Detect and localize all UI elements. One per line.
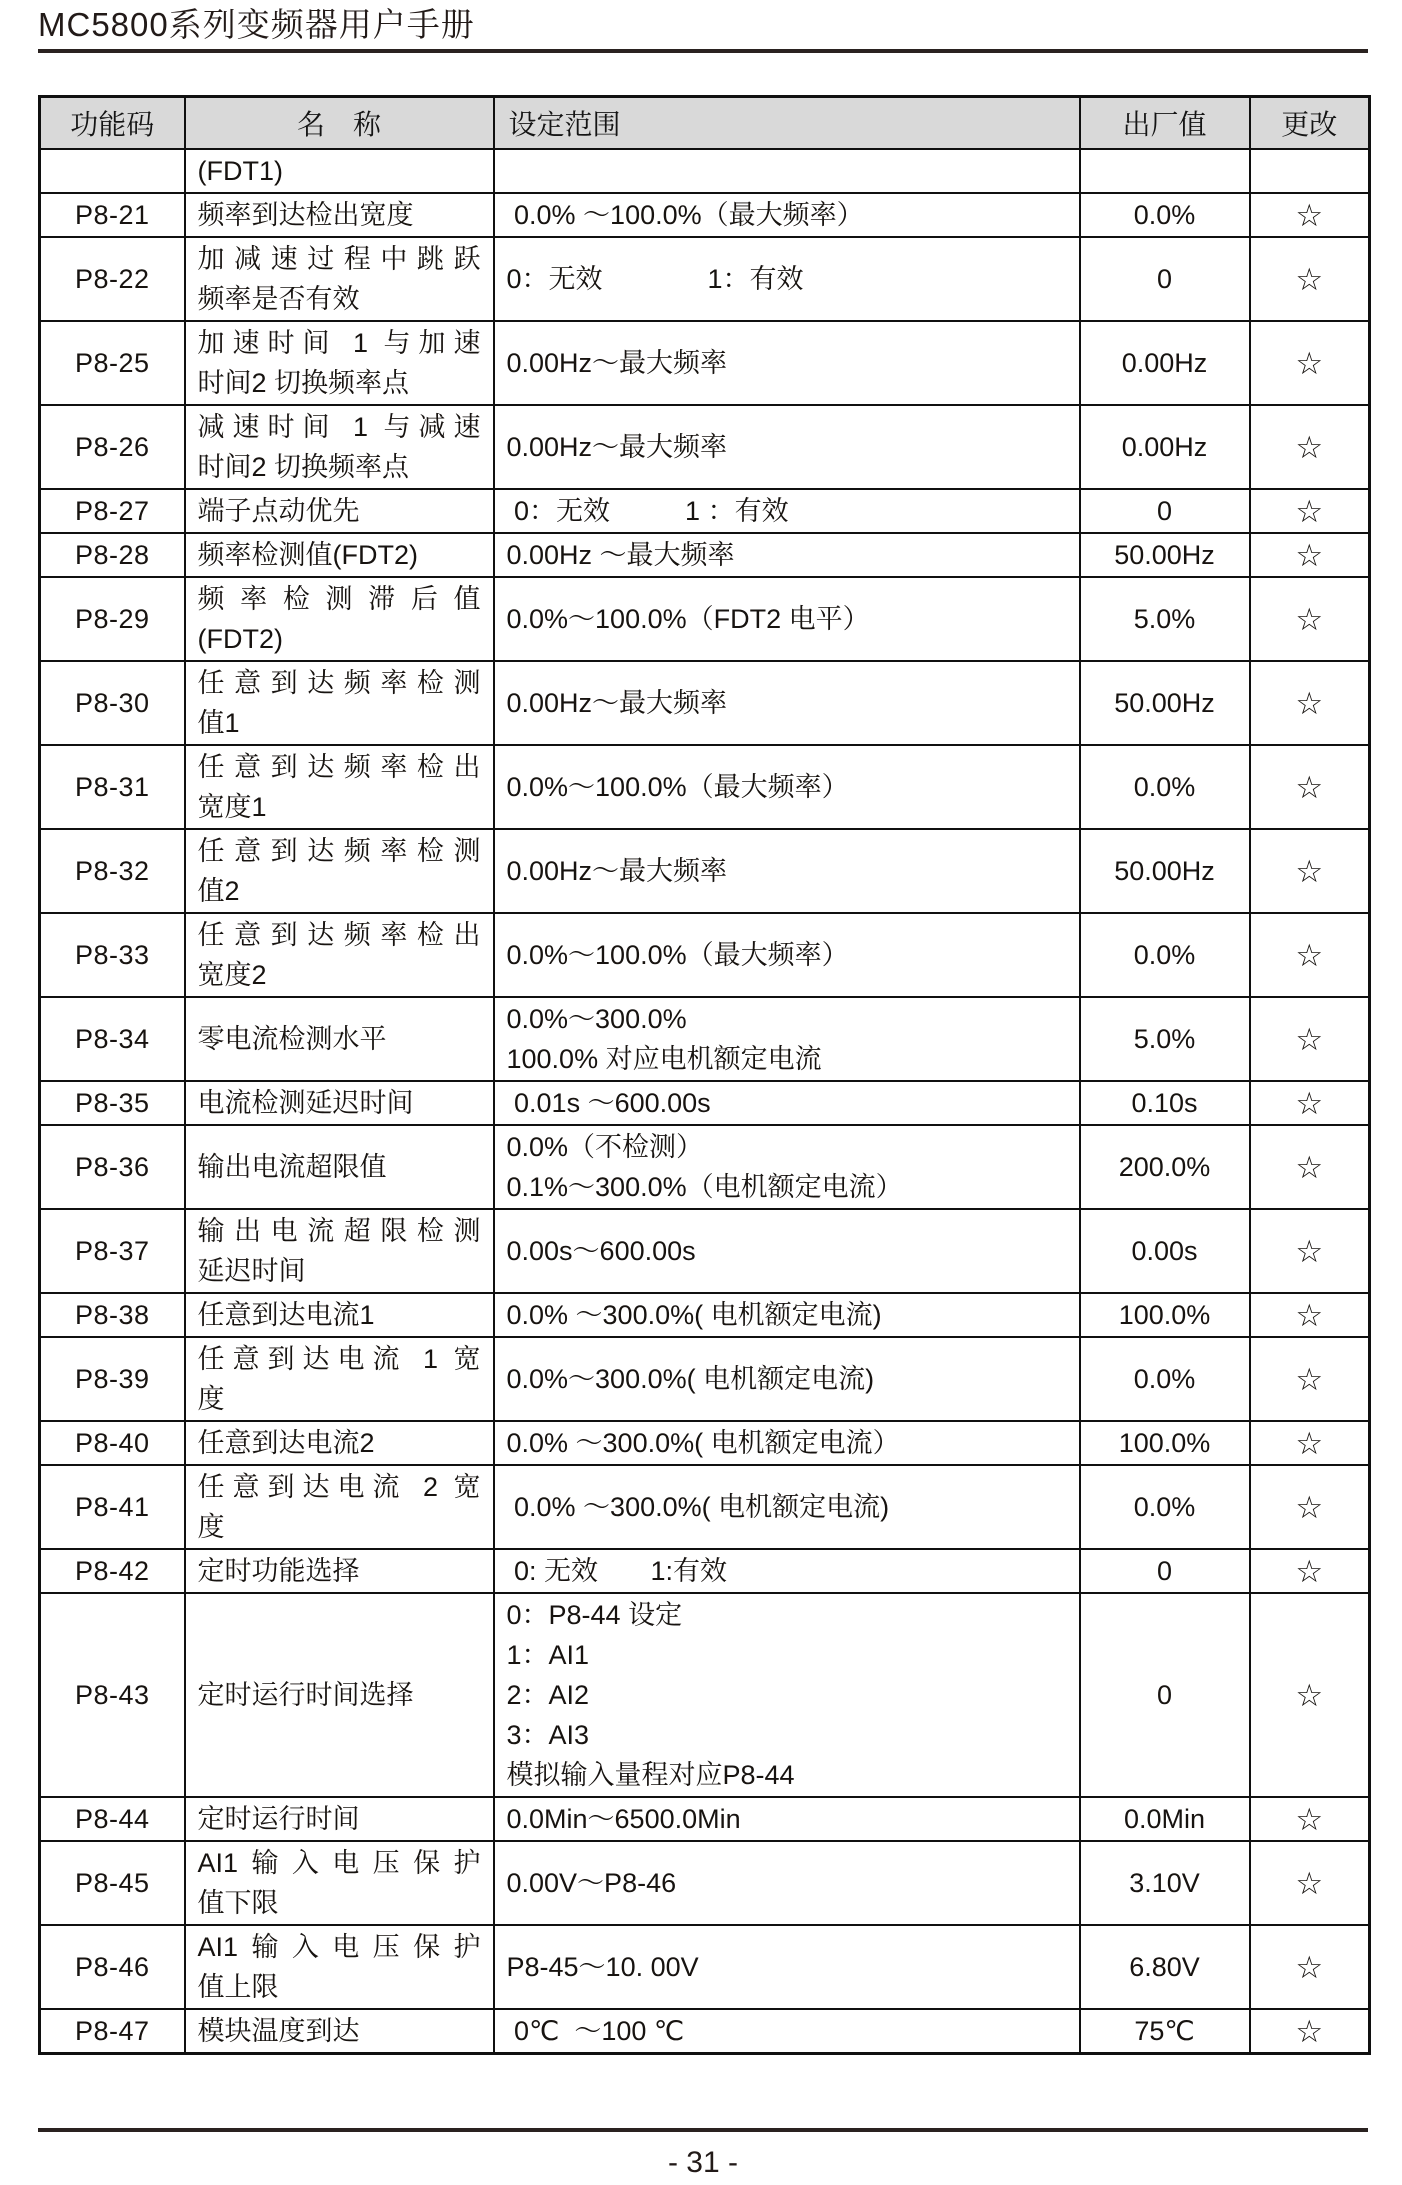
range-line: 100.0% 对应电机额定电流 [506, 1044, 822, 1074]
name-line: 任意到达频率检出 [197, 752, 481, 782]
cell-function-code: P8-42 [40, 1549, 185, 1593]
cell-name [185, 1337, 494, 1421]
cell-change [1250, 1465, 1370, 1549]
cell-factory-value [1080, 149, 1250, 193]
cell-function-code: P8-30 [40, 661, 185, 745]
cell-change [1250, 1925, 1370, 2009]
star-icon: ☆ [1295, 1554, 1324, 1589]
cell-setting-range [494, 745, 1080, 829]
cell-name [185, 1465, 494, 1549]
range-line: 0.01s ～600.00s [506, 1088, 711, 1118]
cell-setting-range [494, 577, 1080, 661]
name-line: (FDT1) [197, 156, 283, 186]
cell-name [185, 533, 494, 577]
cell-setting-range [494, 1209, 1080, 1293]
cell-change [1250, 321, 1370, 405]
cell-factory-value: 0 [1080, 1549, 1250, 1593]
cell-factory-value: 0.0Min [1080, 1797, 1250, 1841]
cell-function-code: P8-47 [40, 2009, 185, 2054]
star-icon: ☆ [1295, 346, 1324, 381]
table-row [40, 1465, 1370, 1549]
star-icon: ☆ [1295, 854, 1324, 889]
range-line: 0.0Min～6500.0Min [506, 1804, 741, 1834]
cell-function-code: P8-28 [40, 533, 185, 577]
table-row [40, 829, 1370, 913]
cell-setting-range [494, 661, 1080, 745]
star-icon: ☆ [1295, 1866, 1324, 1901]
range-line: 0.0%～100.0%（FDT2 电平） [506, 604, 870, 634]
cell-factory-value: 0.00s [1080, 1209, 1250, 1293]
cell-factory-value: 0.0% [1080, 193, 1250, 237]
header-change: 更改 [1250, 97, 1370, 150]
name-line: 任意到达频率检出 [197, 920, 481, 950]
cell-name [185, 193, 494, 237]
star-icon: ☆ [1295, 938, 1324, 973]
star-icon: ☆ [1295, 430, 1324, 465]
page-footer [38, 2128, 1368, 2180]
header-factory-value: 出厂值 [1080, 97, 1250, 150]
cell-function-code: P8-31 [40, 745, 185, 829]
cell-name [185, 321, 494, 405]
range-line: 0.00Hz～最大频率 [506, 856, 728, 886]
star-icon: ☆ [1295, 686, 1324, 721]
cell-setting-range [494, 193, 1080, 237]
table-row [40, 745, 1370, 829]
cell-function-code: P8-44 [40, 1797, 185, 1841]
cell-name [185, 829, 494, 913]
cell-change [1250, 913, 1370, 997]
star-icon: ☆ [1295, 1022, 1324, 1057]
cell-setting-range [494, 533, 1080, 577]
cell-function-code: P8-22 [40, 237, 185, 321]
cell-name [185, 405, 494, 489]
cell-setting-range [494, 1465, 1080, 1549]
cell-name [185, 1797, 494, 1841]
header-setting-range: 设定范围 [494, 97, 1080, 150]
table-row [40, 1125, 1370, 1209]
star-icon: ☆ [1295, 494, 1324, 529]
cell-name [185, 1125, 494, 1209]
cell-factory-value: 0 [1080, 1593, 1250, 1797]
cell-factory-value: 3.10V [1080, 1841, 1250, 1925]
range-line: 0：P8-44 设定 [506, 1600, 683, 1630]
name-line: 延迟时间 [197, 1256, 306, 1286]
cell-change [1250, 577, 1370, 661]
cell-name [185, 149, 494, 193]
cell-function-code: P8-43 [40, 1593, 185, 1797]
cell-function-code: P8-33 [40, 913, 185, 997]
table-row [40, 1549, 1370, 1593]
star-icon: ☆ [1295, 1086, 1324, 1121]
footer-divider [38, 2128, 1368, 2132]
range-line: 1：AI1 [506, 1640, 590, 1670]
header-function-code: 功能码 [40, 97, 185, 150]
cell-setting-range [494, 1841, 1080, 1925]
table-row [40, 533, 1370, 577]
name-line: 定时运行时间 [197, 1804, 360, 1834]
range-line: 0.0%～300.0% [506, 1004, 687, 1034]
cell-name [185, 745, 494, 829]
range-line: 0.00Hz ～最大频率 [506, 540, 735, 570]
cell-function-code: P8-34 [40, 997, 185, 1081]
star-icon: ☆ [1295, 538, 1324, 573]
star-icon: ☆ [1295, 1950, 1324, 1985]
cell-factory-value: 0.0% [1080, 913, 1250, 997]
cell-function-code: P8-27 [40, 489, 185, 533]
cell-name [185, 1209, 494, 1293]
cell-change [1250, 1293, 1370, 1337]
name-line: 值上限 [197, 1972, 279, 2002]
star-icon: ☆ [1295, 198, 1324, 233]
range-line: 3：AI3 [506, 1720, 590, 1750]
cell-factory-value: 0 [1080, 237, 1250, 321]
cell-change [1250, 745, 1370, 829]
cell-change [1250, 1421, 1370, 1465]
star-icon: ☆ [1295, 770, 1324, 805]
name-line: 定时功能选择 [197, 1556, 360, 1586]
table-row [40, 1593, 1370, 1797]
cell-name [185, 1925, 494, 2009]
name-line: 任意到达电流2 [197, 1428, 375, 1458]
cell-factory-value: 100.0% [1080, 1293, 1250, 1337]
cell-setting-range [494, 321, 1080, 405]
cell-change [1250, 1125, 1370, 1209]
range-line: 0：无效 1：有效 [506, 264, 804, 294]
cell-setting-range [494, 489, 1080, 533]
cell-factory-value: 100.0% [1080, 1421, 1250, 1465]
cell-change [1250, 193, 1370, 237]
cell-factory-value: 50.00Hz [1080, 661, 1250, 745]
star-icon: ☆ [1295, 1234, 1324, 1269]
table-row [40, 489, 1370, 533]
cell-change [1250, 533, 1370, 577]
range-line: 0.00V～P8-46 [506, 1868, 677, 1898]
cell-factory-value: 50.00Hz [1080, 829, 1250, 913]
cell-setting-range [494, 149, 1080, 193]
table-header-row [40, 97, 1370, 150]
table-row [40, 1081, 1370, 1125]
range-line: 0.00Hz～最大频率 [506, 348, 728, 378]
cell-factory-value: 5.0% [1080, 997, 1250, 1081]
cell-name [185, 577, 494, 661]
name-line: AI1输入电压保护 [197, 1848, 481, 1878]
cell-factory-value: 200.0% [1080, 1125, 1250, 1209]
name-line: 时间2 切换频率点 [197, 452, 410, 482]
range-line: 0.0%～100.0%（最大频率） [506, 772, 849, 802]
table-row [40, 1841, 1370, 1925]
cell-name [185, 997, 494, 1081]
cell-setting-range [494, 1925, 1080, 2009]
range-line: 模拟输入量程对应P8-44 [506, 1760, 795, 1790]
range-line: 0: 无效 1:有效 [506, 1556, 728, 1586]
cell-factory-value: 0.10s [1080, 1081, 1250, 1125]
cell-setting-range [494, 1293, 1080, 1337]
cell-setting-range [494, 1337, 1080, 1421]
table-row [40, 321, 1370, 405]
cell-name [185, 237, 494, 321]
table-row [40, 149, 1370, 193]
name-line: 任意到达电流1 [197, 1300, 375, 1330]
cell-function-code: P8-21 [40, 193, 185, 237]
cell-name [185, 1841, 494, 1925]
table-row [40, 237, 1370, 321]
table-row [40, 2009, 1370, 2054]
cell-setting-range [494, 1549, 1080, 1593]
cell-change [1250, 1841, 1370, 1925]
name-line: 度 [197, 1384, 225, 1414]
range-line: 0.0% ～300.0%( 电机额定电流) [506, 1492, 890, 1522]
name-line: 定时运行时间选择 [197, 1680, 414, 1710]
range-line: 0.00s～600.00s [506, 1236, 696, 1266]
name-line: 零电流检测水平 [197, 1024, 387, 1054]
cell-change [1250, 661, 1370, 745]
cell-name [185, 1549, 494, 1593]
cell-setting-range [494, 237, 1080, 321]
cell-factory-value: 0.0% [1080, 745, 1250, 829]
range-line: P8-45～10. 00V [506, 1952, 699, 1982]
range-line: 0.0% ～300.0%( 电机额定电流) [506, 1300, 882, 1330]
cell-setting-range [494, 1081, 1080, 1125]
range-line: 0℃ ～100 ℃ [506, 2016, 685, 2046]
cell-name [185, 2009, 494, 2054]
cell-setting-range [494, 997, 1080, 1081]
star-icon: ☆ [1295, 1298, 1324, 1333]
cell-factory-value: 50.00Hz [1080, 533, 1250, 577]
cell-name [185, 661, 494, 745]
table-row [40, 405, 1370, 489]
name-line: 度 [197, 1512, 225, 1542]
star-icon: ☆ [1295, 2014, 1324, 2049]
cell-setting-range [494, 2009, 1080, 2054]
cell-change [1250, 1209, 1370, 1293]
cell-function-code: P8-38 [40, 1293, 185, 1337]
cell-factory-value: 0.0% [1080, 1465, 1250, 1549]
table-row [40, 1209, 1370, 1293]
cell-setting-range [494, 829, 1080, 913]
name-line: 频率是否有效 [197, 284, 360, 314]
table-row [40, 661, 1370, 745]
cell-change [1250, 1337, 1370, 1421]
range-line: 2：AI2 [506, 1680, 590, 1710]
star-icon: ☆ [1295, 1426, 1324, 1461]
table-row [40, 1421, 1370, 1465]
cell-function-code: P8-36 [40, 1125, 185, 1209]
name-line: AI1输入电压保护 [197, 1932, 481, 1962]
name-line: 输出电流超限检测 [197, 1216, 481, 1246]
name-line: 加速时间 1 与加速 [197, 328, 481, 358]
name-line: 宽度1 [197, 792, 267, 822]
cell-name [185, 1293, 494, 1337]
star-icon: ☆ [1295, 1802, 1324, 1837]
cell-function-code: P8-46 [40, 1925, 185, 2009]
cell-function-code: P8-32 [40, 829, 185, 913]
cell-change [1250, 405, 1370, 489]
cell-function-code: P8-35 [40, 1081, 185, 1125]
range-line: 0.0% ～100.0%（最大频率） [506, 200, 864, 230]
cell-function-code: P8-39 [40, 1337, 185, 1421]
cell-factory-value: 0.00Hz [1080, 321, 1250, 405]
table-row [40, 1925, 1370, 2009]
cell-setting-range [494, 1125, 1080, 1209]
cell-name [185, 1421, 494, 1465]
range-line: 0.00Hz～最大频率 [506, 688, 728, 718]
cell-change [1250, 489, 1370, 533]
cell-name [185, 1081, 494, 1125]
name-line: 任意到达电流 2 宽 [197, 1472, 481, 1502]
cell-factory-value: 5.0% [1080, 577, 1250, 661]
cell-change [1250, 1797, 1370, 1841]
page-title: MC5800系列变频器用户手册 [38, 6, 475, 43]
range-line: 0.1%～300.0%（电机额定电流） [506, 1172, 903, 1202]
cell-factory-value: 0 [1080, 489, 1250, 533]
cell-setting-range [494, 1797, 1080, 1841]
cell-setting-range [494, 405, 1080, 489]
star-icon: ☆ [1295, 602, 1324, 637]
name-line: 频率到达检出宽度 [197, 200, 414, 230]
name-line: 频率检测滞后值 [197, 584, 481, 614]
cell-name [185, 489, 494, 533]
name-line: 宽度2 [197, 960, 267, 990]
cell-change [1250, 2009, 1370, 2054]
cell-name [185, 1593, 494, 1797]
star-icon: ☆ [1295, 1490, 1324, 1525]
name-line: (FDT2) [197, 624, 283, 654]
cell-function-code: P8-37 [40, 1209, 185, 1293]
name-line: 加减速过程中跳跃 [197, 244, 481, 274]
star-icon: ☆ [1295, 1362, 1324, 1397]
title-divider [38, 49, 1368, 53]
cell-function-code: P8-41 [40, 1465, 185, 1549]
cell-function-code: P8-26 [40, 405, 185, 489]
table-row [40, 193, 1370, 237]
name-line: 值下限 [197, 1888, 279, 1918]
cell-factory-value: 0.0% [1080, 1337, 1250, 1421]
cell-name [185, 913, 494, 997]
parameter-table [38, 95, 1371, 2055]
range-line: 0.0%（不检测） [506, 1132, 704, 1162]
page-number: - 31 - [667, 2146, 739, 2179]
name-line: 端子点动优先 [197, 496, 360, 526]
name-line: 任意到达频率检测 [197, 668, 481, 698]
cell-setting-range [494, 913, 1080, 997]
name-line: 输出电流超限值 [197, 1152, 387, 1182]
range-line: 0.0%～300.0%( 电机额定电流) [506, 1364, 875, 1394]
table-row [40, 1293, 1370, 1337]
range-line: 0.0%～100.0%（最大频率） [506, 940, 849, 970]
cell-change [1250, 829, 1370, 913]
cell-change [1250, 149, 1370, 193]
cell-change [1250, 237, 1370, 321]
star-icon: ☆ [1295, 1678, 1324, 1713]
cell-function-code: P8-29 [40, 577, 185, 661]
cell-change [1250, 1549, 1370, 1593]
cell-setting-range [494, 1421, 1080, 1465]
table-row [40, 997, 1370, 1081]
name-line: 时间2 切换频率点 [197, 368, 410, 398]
name-line: 值1 [197, 708, 240, 738]
name-line: 电流检测延迟时间 [197, 1088, 414, 1118]
table-row [40, 1337, 1370, 1421]
range-line: 0.0% ～300.0%( 电机额定电流） [506, 1428, 900, 1458]
range-line: 0.00Hz～最大频率 [506, 432, 728, 462]
range-line: 0：无效 1 ：有效 [506, 496, 789, 526]
table-row [40, 1797, 1370, 1841]
table-row [40, 577, 1370, 661]
cell-function-code: P8-40 [40, 1421, 185, 1465]
name-line: 频率检测值(FDT2) [197, 540, 418, 570]
star-icon: ☆ [1295, 1150, 1324, 1185]
cell-factory-value: 0.00Hz [1080, 405, 1250, 489]
cell-setting-range [494, 1593, 1080, 1797]
cell-change [1250, 1593, 1370, 1797]
cell-factory-value: 75℃ [1080, 2009, 1250, 2054]
header-name: 名 称 [185, 97, 494, 150]
name-line: 任意到达电流 1 宽 [197, 1344, 481, 1374]
cell-function-code: P8-45 [40, 1841, 185, 1925]
cell-factory-value: 6.80V [1080, 1925, 1250, 2009]
cell-change [1250, 997, 1370, 1081]
name-line: 模块温度到达 [197, 2016, 360, 2046]
cell-function-code: P8-25 [40, 321, 185, 405]
cell-function-code [40, 149, 185, 193]
cell-change [1250, 1081, 1370, 1125]
name-line: 减速时间 1 与减速 [197, 412, 481, 442]
table-row [40, 913, 1370, 997]
star-icon: ☆ [1295, 262, 1324, 297]
name-line: 任意到达频率检测 [197, 836, 481, 866]
name-line: 值2 [197, 876, 240, 906]
